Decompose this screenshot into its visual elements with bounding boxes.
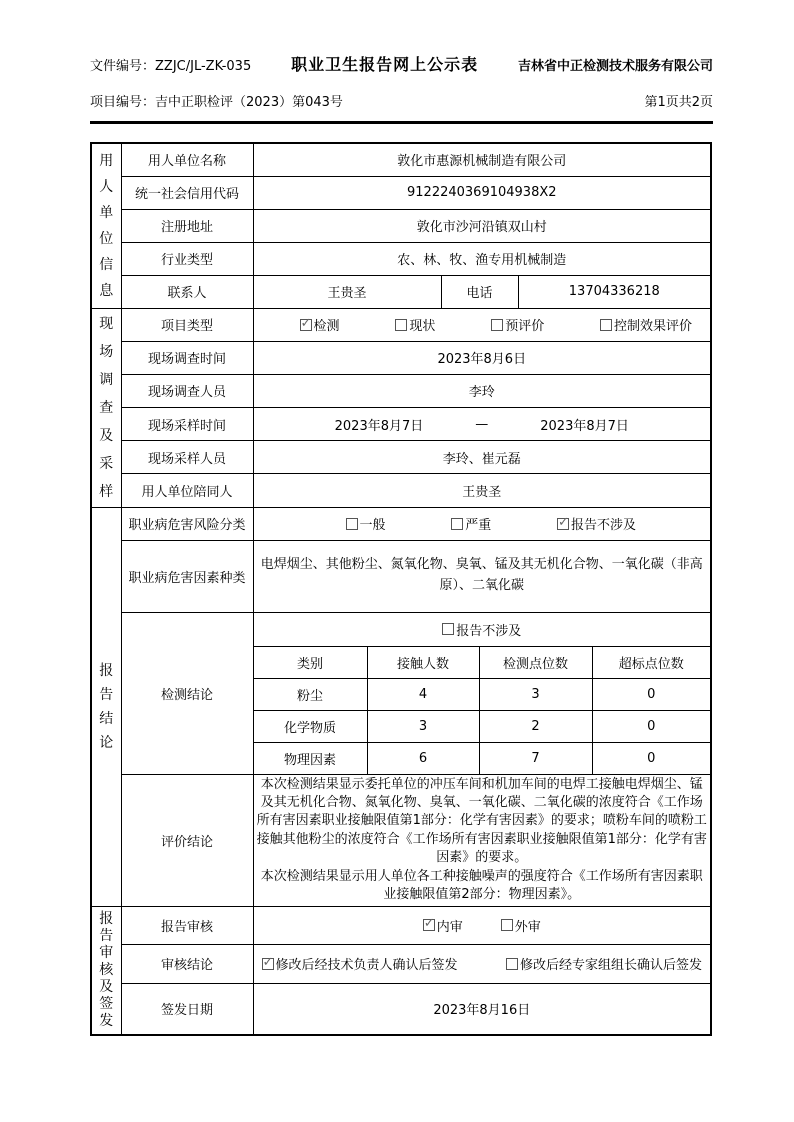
checkbox-general[interactable] [346, 518, 358, 530]
cell-exceed: 0 [592, 710, 711, 742]
project-type-options [253, 308, 711, 341]
section-label: 报告结论 [99, 662, 114, 751]
address-value: 敦化市沙河沿镇双山村 [253, 209, 711, 242]
column-header-points: 检测点位数 [479, 646, 592, 678]
column-header-exposed: 接触人数 [367, 646, 479, 678]
cell-category: 粉尘 [253, 678, 367, 710]
address-label: 注册地址 [121, 209, 253, 242]
option-tech-leader-confirm [262, 954, 458, 973]
cell-points: 2 [479, 710, 592, 742]
option-label: 控制效果评价 [614, 319, 693, 335]
risk-class-label: 职业病危害风险分类 [121, 507, 253, 540]
project-number-value: 吉中正职检评（2023）第043号 [155, 95, 343, 110]
survey-staff-label: 现场调查人员 [121, 374, 253, 407]
option-expert-leader-confirm [506, 954, 702, 973]
checkbox-severe[interactable] [451, 518, 463, 530]
option-not-involved [557, 514, 636, 533]
header-divider [90, 121, 713, 124]
form-document [90, 52, 713, 1036]
issue-date-label: 签发日期 [121, 983, 253, 1035]
project-number [90, 91, 343, 110]
checkbox-internal-review[interactable] [423, 919, 435, 931]
credit-code-label: 统一社会信用代码 [121, 176, 253, 209]
option-detection [300, 315, 340, 334]
checkbox-control-effect[interactable] [600, 319, 612, 331]
employer-name-label: 用人单位名称 [121, 143, 253, 176]
survey-time-value: 2023年8月6日 [253, 341, 711, 374]
option-severe [451, 514, 491, 533]
phone-value: 13704336218 [518, 275, 711, 308]
section-label: 报告审核及签发 [99, 910, 114, 1029]
project-type-label: 项目类型 [121, 308, 253, 341]
credit-code-value: 9122240369104938X2 [253, 176, 711, 209]
option-internal-review [423, 916, 463, 935]
sampling-staff-value: 李玲、崔元磊 [253, 441, 711, 474]
accompany-label: 用人单位陪同人 [121, 474, 253, 507]
doc-number [90, 55, 251, 74]
report-review-label: 报告审核 [121, 906, 253, 944]
company-name: 吉林省中正检测技术服务有限公司 [517, 59, 713, 74]
review-conclusion-options [253, 944, 711, 983]
survey-staff-value: 李玲 [253, 374, 711, 407]
cell-points: 7 [479, 742, 592, 774]
contact-value: 王贵圣 [253, 275, 441, 308]
cell-exceed: 0 [592, 678, 711, 710]
industry-label: 行业类型 [121, 242, 253, 275]
checkbox-tech-leader-confirm[interactable] [262, 958, 274, 970]
checkbox-expert-leader-confirm[interactable] [506, 958, 518, 970]
option-label: 修改后经技术负责人确认后签发 [275, 958, 458, 974]
evaluation-paragraph-2: 本次检测结果显示用人单位各工种接触噪声的强度符合《工作场所有害因素职业接触限值第2部分：物理因素》。 [260, 868, 703, 903]
cell-exposed: 6 [367, 742, 479, 774]
option-pre-evaluation [491, 315, 544, 334]
contact-label: 联系人 [121, 275, 253, 308]
evaluation-text [253, 774, 711, 906]
doc-number-label: 文件编号： [90, 59, 156, 74]
option-label: 内审 [436, 919, 463, 935]
header-line-1 [90, 52, 713, 75]
section-report-conclusion [91, 507, 121, 906]
hazard-factors-value: 电焊烟尘、其他粉尘、氮氧化物、臭氧、锰及其无机化合物、一氧化碳（非高原）、二氧化碳 [253, 540, 711, 612]
checkbox-pre-evaluation[interactable] [491, 319, 503, 331]
option-external-review [501, 916, 541, 935]
column-header-category: 类别 [253, 646, 367, 678]
detection-conclusion-label: 检测结论 [121, 612, 253, 774]
detection-na-option [253, 612, 711, 646]
option-label: 预评价 [505, 319, 545, 335]
review-conclusion-label: 审核结论 [121, 944, 253, 983]
option-label: 严重 [465, 518, 492, 533]
column-header-exceed: 超标点位数 [592, 646, 711, 678]
sampling-end-date: 2023年8月7日 [540, 418, 629, 434]
checkbox-status-quo[interactable] [395, 319, 407, 331]
date-range-dash: — [475, 416, 489, 432]
option-label: 检测 [313, 319, 340, 335]
project-number-label: 项目编号： [90, 95, 156, 110]
accompany-value: 王贵圣 [253, 474, 711, 507]
doc-number-value: ZZJC/JL-ZK-035 [155, 59, 252, 74]
sampling-staff-label: 现场采样人员 [121, 441, 253, 474]
sampling-start-date: 2023年8月7日 [334, 418, 424, 434]
sampling-time-value [253, 407, 711, 440]
checkbox-detection[interactable] [300, 319, 312, 331]
page-indicator: 第1页共2页 [644, 95, 713, 110]
report-review-options [253, 906, 711, 944]
section-employer-info [91, 143, 121, 308]
industry-value: 农、林、牧、渔专用机械制造 [253, 242, 711, 275]
option-status-quo [395, 315, 435, 334]
sampling-time-label: 现场采样时间 [121, 407, 253, 440]
checkbox-report-na[interactable] [442, 623, 454, 635]
option-label: 现状 [409, 319, 436, 335]
evaluation-paragraph-1: 本次检测结果显示委托单位的冲压车间和机加车间的电焊工接触电焊烟尘、锰及其无机化合物、氮氧化物、臭氧、一氧化碳、二氧化碳的浓度符合《工作场所有害因素职业接触限值第1部分：化学有害因素》的要求；喷粉车间的喷粉工接触其他粉尘的浓度符合《工作场所有害因素职业接触限值第1部分：化学有害因素》的要求。 [256, 776, 707, 866]
option-label: 报告不涉及 [571, 518, 637, 533]
section-field-survey [91, 308, 121, 507]
option-label: 外审 [514, 919, 541, 935]
option-general [346, 514, 386, 533]
option-control-effect [600, 315, 692, 334]
header-line-2 [90, 91, 713, 110]
survey-time-label: 现场调查时间 [121, 341, 253, 374]
phone-label: 电话 [441, 275, 518, 308]
risk-class-options [253, 507, 711, 540]
cell-category: 物理因素 [253, 742, 367, 774]
cell-exceed: 0 [592, 742, 711, 774]
cell-exposed: 3 [367, 710, 479, 742]
checkbox-external-review[interactable] [501, 919, 513, 931]
section-label: 用人单位信息 [99, 152, 114, 299]
option-report-na [442, 620, 521, 639]
hazard-factors-label: 职业病危害因素种类 [121, 540, 253, 612]
evaluation-label: 评价结论 [121, 774, 253, 906]
option-label: 报告不涉及 [456, 623, 522, 639]
form-table [90, 142, 712, 1036]
issue-date-value: 2023年8月16日 [253, 983, 711, 1035]
cell-points: 3 [479, 678, 592, 710]
section-review-issue [91, 906, 121, 1035]
checkbox-not-involved[interactable] [557, 518, 569, 530]
section-label: 现场调查及采样 [99, 315, 114, 500]
cell-category: 化学物质 [253, 710, 367, 742]
option-label: 修改后经专家组组长确认后签发 [520, 958, 703, 974]
option-label: 一般 [359, 518, 386, 533]
employer-name-value: 敦化市惠源机械制造有限公司 [253, 143, 711, 176]
page-title: 职业卫生报告网上公示表 [291, 55, 479, 74]
cell-exposed: 4 [367, 678, 479, 710]
